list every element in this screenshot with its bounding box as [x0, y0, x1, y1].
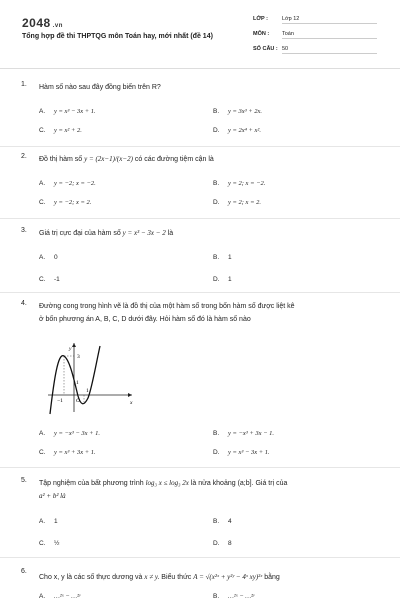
option-1a[interactable]: A. y = x³ − 3x + 1. [39, 108, 96, 115]
option-3b[interactable]: B. 1 [213, 254, 232, 261]
option-2d[interactable]: D. y = 2; x = 2. [213, 199, 261, 206]
option-3a[interactable]: A. 0 [39, 254, 58, 261]
tick-1: 1 [76, 380, 79, 386]
option-2c[interactable]: C. y = −2; x = 2. [39, 199, 92, 206]
question-divider [0, 467, 400, 468]
document-header [0, 0, 400, 66]
option-4d[interactable]: D. y = x³ − 3x + 1. [213, 449, 270, 456]
option-6a[interactable]: A. …²ˣ − …²ʸ [39, 593, 81, 600]
function-graph [44, 340, 134, 415]
question-divider [0, 292, 400, 293]
y-label: y [69, 346, 72, 352]
option-3d[interactable]: D. 1 [213, 276, 232, 283]
tick-x1: 1 [86, 388, 89, 394]
brand-logo[interactable]: 2048 .vn [22, 16, 63, 30]
y-axis-arrow [72, 343, 76, 347]
question-divider [0, 557, 400, 558]
option-1c[interactable]: C. y = x² + 2. [39, 127, 82, 134]
header-divider [0, 68, 400, 69]
option-4a[interactable]: A. y = −x³ − 3x + 1. [39, 430, 101, 437]
tick-neg1: −1 [57, 398, 63, 404]
option-5c[interactable]: C. ½ [39, 540, 60, 547]
meta-question-count: SỐ CÂU : 50 [253, 46, 383, 54]
meta-class: LỚP : Lớp 12 [253, 16, 383, 24]
option-5a[interactable]: A. 1 [39, 518, 58, 525]
origin-label: O [76, 398, 80, 404]
option-6b[interactable]: B. …²ˣ − …²ʸ [213, 593, 255, 600]
option-5d[interactable]: D. 8 [213, 540, 232, 547]
option-1d[interactable]: D. y = 2x⁴ + x². [213, 127, 262, 134]
option-1b[interactable]: B. y = 3x³ + 2x. [213, 108, 263, 115]
option-5b[interactable]: B. 4 [213, 518, 232, 525]
tick-3: 3 [77, 354, 80, 360]
document-title: Tổng hợp đề thi THPTQG môn Toán hay, mới nhất (đề 14) [22, 33, 213, 40]
question-divider [0, 146, 400, 147]
option-2b[interactable]: B. y = 2; x = −2. [213, 180, 266, 187]
option-3c[interactable]: C. -1 [39, 276, 60, 283]
question-text: Hàm số nào sau đây đồng biến trên R? [39, 84, 161, 91]
question-divider [0, 218, 400, 219]
x-label: x [130, 400, 133, 406]
option-2a[interactable]: A. y = −2; x = −2. [39, 180, 96, 187]
option-4b[interactable]: B. y = −x³ + 3x − 1. [213, 430, 275, 437]
option-4c[interactable]: C. y = x³ + 3x + 1. [39, 449, 96, 456]
meta-subject: MÔN : Toán [253, 31, 383, 39]
x-axis-arrow [128, 393, 132, 397]
